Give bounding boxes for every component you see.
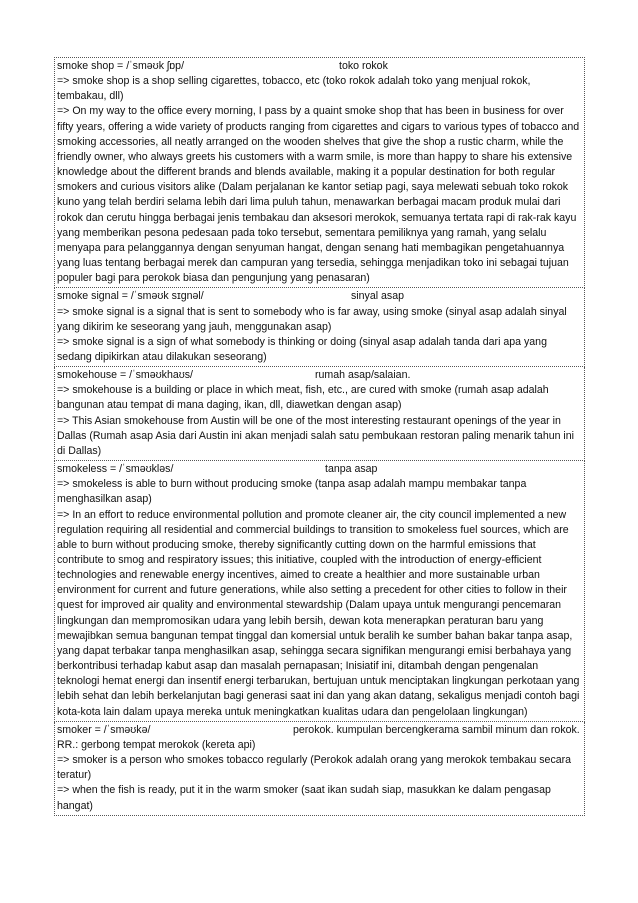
entry-smokehouse (54, 367, 585, 461)
entry-translation: tanpa asap (325, 463, 378, 476)
entry-headline (57, 723, 582, 753)
entry-definition: => smoker is a person who smokes tobacco regularly (Perokok adalah orang yang merokok tembakau secara teratur) (57, 754, 572, 782)
entry-term: smokeless = /ˈsməʊkləs/ (57, 463, 174, 476)
entry-definition: => smoke signal is a sign of what somebody is thinking or doing (sinyal asap adalah tanda dari apa yang sedang dipikirkan atau dilakukan seseorang) (57, 335, 547, 363)
vocabulary-page (54, 57, 585, 816)
entry-smoke-signal (54, 288, 585, 367)
entry-definition: => smokehouse is a building or place in which meat, fish, etc., are cured with smoke (rumah asap adalah bangunan atau tempat di mana daging, ikan, dll, diawetkan dengan asap) (57, 384, 549, 412)
entry-headline (57, 289, 582, 304)
entry-definition: => smokeless is able to burn without producing smoke (tanpa asap adalah mampu membakar tanpa menghasilkan asap) (57, 478, 527, 506)
entry-term: smokehouse = /ˈsməʊkhaʊs/ (57, 369, 193, 382)
entry-headline (57, 368, 582, 383)
entry-term: smoke signal = /ˈsməʊk sɪɡnəl/ (57, 290, 204, 303)
entry-definition: => smoke shop is a shop selling cigarettes, tobacco, etc (toko rokok adalah toko yang menjual rokok, tembakau, dll) (57, 75, 531, 103)
entry-example: => In an effort to reduce environmental pollution and promote cleaner air, the city council implemented a new regulation requiring all residential and commercial buildings to transition to smokeless fuel sources, which are able to burn without producing smoke, thereby significantly cutting down on the harmful emissions that contribute to smog and respiratory issues; this initiative, coupled with the introduction of energy-efficient technologies and renewable energy incentives, aimed to create a healthier and more sustainable urban environment for current and future generations, while also setting a precedent for other cities to follow in their quest for improved air quality and environmental stewardship (Dalam upaya untuk mengurangi pencemaran lingkungan dan mempromosikan udara yang lebih bersih, dewan kota menerapkan peraturan baru yang mewajibkan semua bangunan tempat tinggal dan komersial untuk beralih ke sumber bahan bakar tanpa asap, yang dapat terbakar tanpa menghasilkan asap, sehingga secara signifikan mengurangi emisi berbahaya yang berkontribusi terhadap kabut asap dan masalah pernapasan; Inisiatif ini, ditambah dengan pengenalan teknologi hemat energi dan insentif energi terbarukan, bertujuan untuk menciptakan lingkungan perkotaan yang lebih sehat dan lebih berkelanjutan bagi generasi saat ini dan yang akan datang, sekaligus menjadi contoh bagi kota-kota lain dalam upaya mereka untuk meningkatkan kualitas udara dan pengelolaan lingkungan) (57, 508, 580, 718)
entry-term: smoker = /ˈsməʊkə/ (57, 723, 151, 736)
entry-headline (57, 462, 582, 477)
entry-translation: perokok. kumpulan bercengkerama sambil minum dan rokok. RR.: gerbong tempat merokok (kereta api) (57, 723, 580, 751)
entry-translation: sinyal asap (351, 290, 404, 303)
entry-headline (57, 59, 582, 74)
entry-smokeless (54, 461, 585, 722)
entry-example: => when the fish is ready, put it in the warm smoker (saat ikan sudah siap, masukkan ke dalam pengasap hangat) (57, 784, 551, 812)
entry-smoker (54, 722, 585, 816)
entry-term: smoke shop = /ˈsməʊk ʃɒp/ (57, 60, 185, 72)
entry-definition: => smoke signal is a signal that is sent to somebody who is far away, using smoke (sinyal asap adalah sinyal yang dikirim ke seseorang yang jauh, menggunakan asap) (57, 305, 567, 333)
entry-smoke-shop (54, 57, 585, 288)
entry-example: => This Asian smokehouse from Austin will be one of the most interesting restaurant openings of the year in Dallas (Rumah asap Asia dari Austin ini akan menjadi salah satu pembukaan restoran paling menarik tahun ini di Dallas) (57, 414, 575, 457)
entry-example: => On my way to the office every morning, I pass by a quaint smoke shop that has been in business for over fifty years, offering a wide variety of products ranging from cigarettes and cigars to various types of tobacco and smoking accessories, all neatly arranged on the wooden shelves that give the shop a rustic charm, while the friendly owner, who always greets his customers with a warm smile, is more than happy to share his extensive knowledge about the different brands and blends available, making it a popular destination for both regular smokers and curious visitors alike (Dalam perjalanan ke kantor setiap pagi, saya melewati sebuah toko rokok kuno yang telah berdiri selama lebih dari lima puluh tahun, menawarkan berbagai macam produk mulai dari rokok dan cerutu hingga berbagai jenis tembakau dan aksesori merokok, semuanya tertata rapi di rak-rak kayu yang memberikan pesona pedesaan pada toko tersebut, sementara pemiliknya yang ramah, yang selalu menyapa para pelanggannya dengan senyuman hangat, dengan senang hati membagikan pengetahuannya yang luas tentang berbagai merek dan campuran yang tersedia, sehingga menjadikan toko ini sebagai tujuan populer bagi para perokok biasa dan pengunjung yang penasaran) (57, 105, 580, 285)
entry-translation: rumah asap/salaian. (315, 369, 411, 382)
entry-translation: toko rokok (339, 60, 388, 72)
